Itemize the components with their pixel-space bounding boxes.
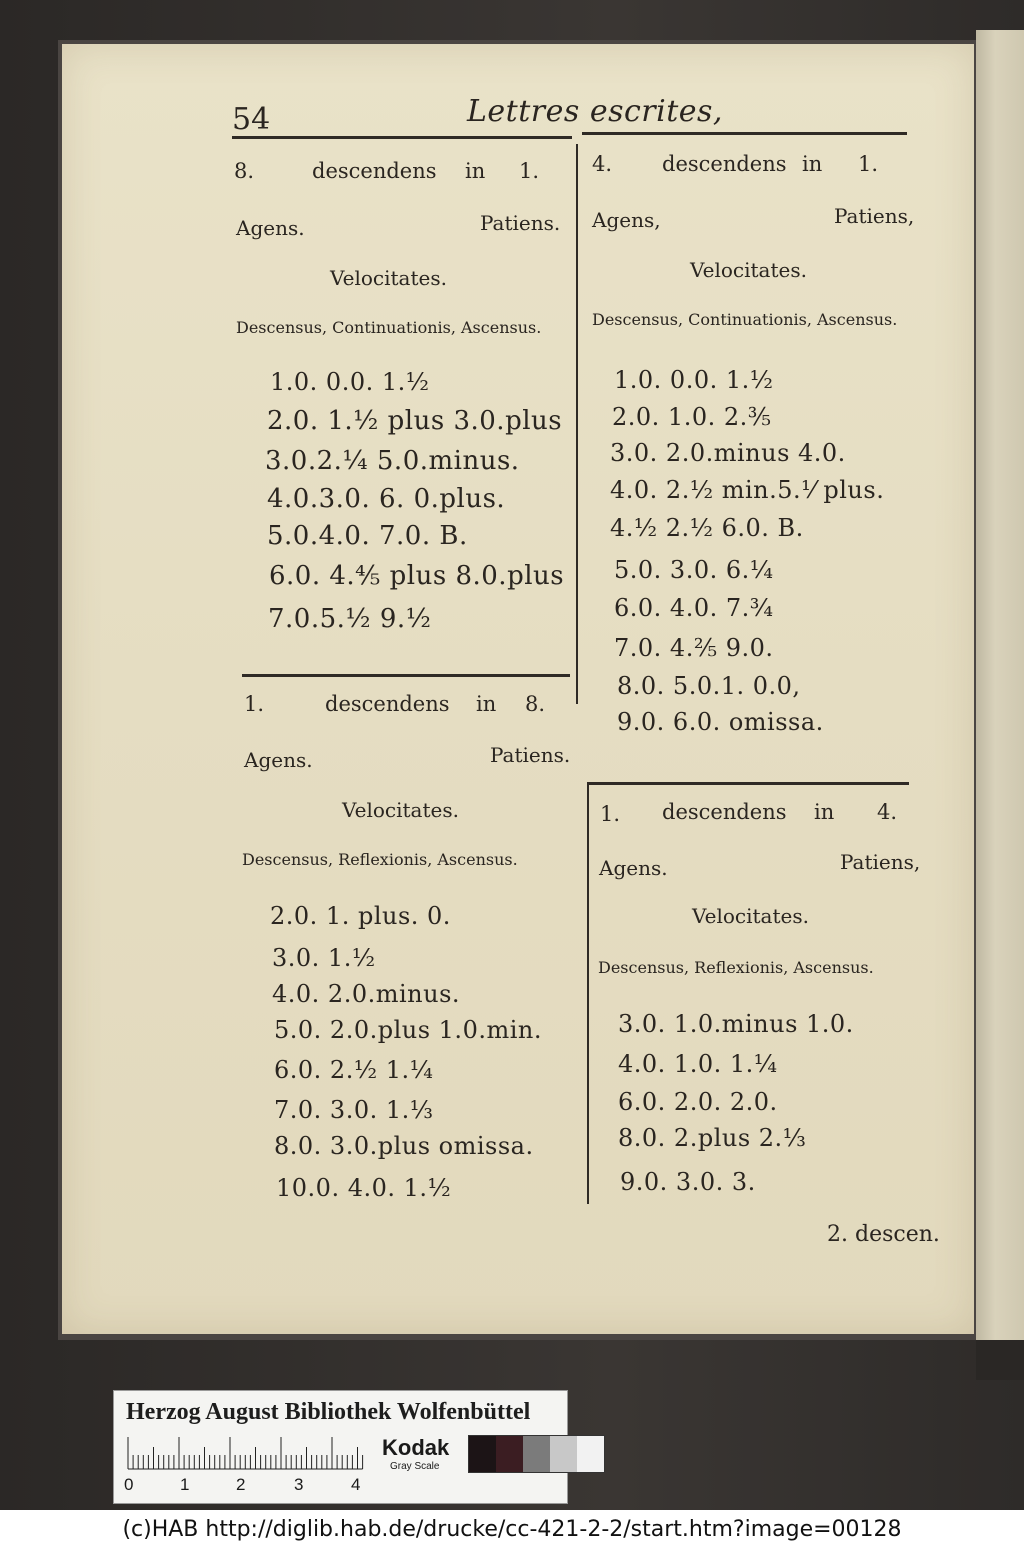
rule-top-left <box>232 136 572 139</box>
block-target: 4. <box>877 800 898 824</box>
ruler-number: 3 <box>294 1475 304 1494</box>
block-number: 8. <box>234 159 255 183</box>
table-row: 6.0. 4.⅘ plus 8.0.plus <box>269 561 565 591</box>
table-row: 8.0. 2.plus 2.⅓ <box>618 1124 807 1152</box>
catchword: 2. descen. <box>827 1222 940 1247</box>
table-row: 6.0. 2.½ 1.¼ <box>274 1056 434 1084</box>
table-row: 4.0. 1.0. 1.¼ <box>618 1050 778 1078</box>
block-in: in <box>802 152 823 176</box>
table-row: 5.0.4.0. 7.0. B. <box>267 521 468 551</box>
table-row: 3.0.2.¼ 5.0.minus. <box>265 446 520 476</box>
table-row: 2.0. 1.0. 2.⅗ <box>612 403 772 431</box>
table-row: 3.0. 2.0.minus 4.0. <box>610 439 846 467</box>
column-headings: Descensus, Continuationis, Ascensus. <box>236 318 542 337</box>
block-in: in <box>465 159 486 183</box>
book-page <box>62 44 974 1334</box>
rule-top-right <box>582 132 907 135</box>
table-row: 9.0. 6.0. omissa. <box>617 708 824 736</box>
velocitates-heading: Velocitates. <box>690 258 807 282</box>
block-target: 8. <box>525 692 546 716</box>
rule-mid-right <box>587 782 909 785</box>
block-in: in <box>476 692 497 716</box>
gray-patch <box>577 1436 604 1472</box>
ruler-number: 1 <box>180 1475 190 1494</box>
table-row: 4.0.3.0. 6. 0.plus. <box>267 484 506 514</box>
block-number: 4. <box>592 152 613 176</box>
page-number: 54 <box>232 102 271 137</box>
block-target: 1. <box>519 159 540 183</box>
block-in: in <box>814 800 835 824</box>
patiens-label: Patiens, <box>840 850 921 874</box>
table-row: 9.0. 3.0. 3. <box>620 1168 756 1196</box>
velocitates-heading: Velocitates. <box>692 904 809 928</box>
agens-label: Agens, <box>592 208 661 232</box>
gray-patch <box>550 1436 577 1472</box>
table-row: 6.0. 2.0. 2.0. <box>618 1088 778 1116</box>
ruler-number: 0 <box>124 1475 134 1494</box>
table-row: 3.0. 1.½ <box>272 944 376 972</box>
column-headings: Descensus, Reflexionis, Ascensus. <box>242 850 518 869</box>
agens-label: Agens. <box>599 856 668 880</box>
table-row: 7.0.5.½ 9.½ <box>268 604 432 634</box>
agens-label: Agens. <box>236 216 305 240</box>
gray-scale-label: Gray Scale <box>390 1461 440 1472</box>
gray-patch <box>496 1436 523 1472</box>
agens-label: Agens. <box>244 748 313 772</box>
table-row: 5.0. 2.0.plus 1.0.min. <box>274 1016 542 1044</box>
table-row: 7.0. 4.⅖ 9.0. <box>614 634 774 662</box>
ruler-number: 4 <box>351 1475 361 1494</box>
table-row: 7.0. 3.0. 1.⅓ <box>274 1096 434 1124</box>
divider-bottom <box>587 784 589 1204</box>
block-word: descendens <box>325 692 450 716</box>
table-row: 8.0. 5.0.1. 0.0, <box>617 672 801 700</box>
table-row: 6.0. 4.0. 7.¾ <box>614 594 774 622</box>
ruler-number: 2 <box>236 1475 246 1494</box>
gray-patch <box>469 1436 496 1472</box>
ruler-ticks <box>122 1433 372 1475</box>
block-target: 1. <box>858 152 879 176</box>
kodak-logo: Kodak <box>382 1435 450 1460</box>
block-word: descendens <box>662 800 787 824</box>
table-row: 1.0. 0.0. 1.½ <box>614 366 774 394</box>
patiens-label: Patiens. <box>490 743 571 767</box>
velocitates-heading: Velocitates. <box>330 266 447 290</box>
column-headings: Descensus, Continuationis, Ascensus. <box>592 310 898 329</box>
column-headings: Descensus, Reflexionis, Ascensus. <box>598 958 874 977</box>
table-row: 4.½ 2.½ 6.0. B. <box>610 514 804 542</box>
hab-color-card <box>113 1390 568 1504</box>
table-row: 2.0. 1.½ plus 3.0.plus <box>267 406 563 436</box>
library-label: Herzog August Bibliothek Wolfenbüttel <box>126 1399 531 1425</box>
running-title: Lettres escrites, <box>467 94 723 129</box>
table-row: 3.0. 1.0.minus 1.0. <box>618 1010 854 1038</box>
table-row: 2.0. 1. plus. 0. <box>270 902 451 930</box>
divider-top <box>576 144 578 704</box>
block-number: 1. <box>600 802 621 826</box>
patiens-label: Patiens, <box>834 204 915 228</box>
next-page-shadow <box>976 1340 1024 1380</box>
rule-mid-left <box>242 674 570 677</box>
next-page-edge <box>976 30 1024 1360</box>
block-word: descendens <box>312 159 437 183</box>
patiens-label: Patiens. <box>480 211 561 235</box>
table-row: 4.0. 2.½ min.5.⅟ plus. <box>610 476 885 504</box>
table-row: 4.0. 2.0.minus. <box>272 980 461 1008</box>
table-row: 5.0. 3.0. 6.¼ <box>614 556 774 584</box>
velocitates-heading: Velocitates. <box>342 798 459 822</box>
gray-scale-patches <box>468 1435 605 1473</box>
table-row: 8.0. 3.0.plus omissa. <box>274 1132 534 1160</box>
table-row: 10.0. 4.0. 1.½ <box>276 1174 452 1202</box>
table-row: 1.0. 0.0. 1.½ <box>270 368 430 396</box>
footer-credit: (c)HAB http://diglib.hab.de/drucke/cc-421-2-2/start.htm?image=00128 <box>0 1510 1024 1550</box>
block-number: 1. <box>244 692 265 716</box>
block-word: descendens <box>662 152 787 176</box>
gray-patch <box>523 1436 550 1472</box>
